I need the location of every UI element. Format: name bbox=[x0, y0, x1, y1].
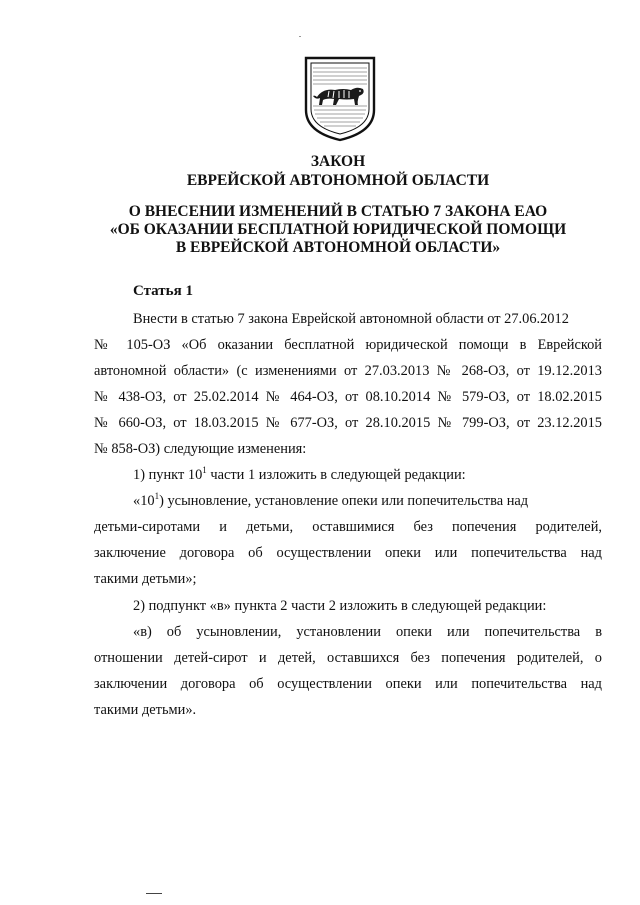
body-line: заключение договора об осуществлении опеки или попечительства над bbox=[94, 545, 602, 561]
law-title: ЗАКОН bbox=[310, 153, 366, 170]
coat-of-arms-tiger-icon bbox=[303, 52, 377, 142]
body-line: автономной области» (с изменениями от 27.03.2013 № 268-ОЗ, от 19.12.2013 bbox=[94, 363, 602, 379]
quoted-clause-line bbox=[133, 491, 602, 511]
body-line: Внести в статью 7 закона Еврейской автономной области от 27.06.2012 bbox=[133, 311, 569, 327]
body-line: заключении договора об осуществлении опеки или попечительства над bbox=[94, 676, 602, 692]
body-line: такими детьми»; bbox=[94, 571, 197, 587]
quoted-clause-line: «в) об усыновлении, установлении опеки или попечительства в bbox=[133, 624, 602, 640]
body-text: «10 bbox=[133, 493, 155, 509]
body-text: части 1 изложить в следующей редакции: bbox=[206, 467, 466, 483]
body-line: № 858-ОЗ) следующие изменения: bbox=[94, 441, 307, 457]
superscript: 1 bbox=[202, 465, 207, 475]
law-subject-line-1: О ВНЕСЕНИИ ИЗМЕНЕНИЙ В СТАТЬЮ 7 ЗАКОНА ЕАО bbox=[128, 203, 548, 220]
amendment-item-1 bbox=[133, 465, 602, 485]
body-line: № 438-ОЗ, от 25.02.2014 № 464-ОЗ, от 08.10.2014 № 579-ОЗ, от 18.02.2015 bbox=[94, 389, 602, 405]
body-line: № 105-ОЗ «Об оказании бесплатной юридической помощи в Еврейской bbox=[94, 337, 602, 353]
body-line: № 660-ОЗ, от 18.03.2015 № 677-ОЗ, от 28.10.2015 № 799-ОЗ, от 23.12.2015 bbox=[94, 415, 602, 431]
footer-mark bbox=[146, 893, 162, 894]
body-text: ) усыновление, установление опеки или попечительства над bbox=[159, 493, 529, 509]
law-region-title: ЕВРЕЙСКОЙ АВТОНОМНОЙ ОБЛАСТИ bbox=[186, 172, 490, 189]
scan-speck bbox=[299, 36, 301, 37]
body-line: отношении детей-сирот и детей, оставшихся без попечения родителей, о bbox=[94, 650, 602, 666]
law-subject-line-2: «ОБ ОКАЗАНИИ БЕСПЛАТНОЙ ЮРИДИЧЕСКОЙ ПОМОЩИ bbox=[109, 221, 567, 238]
article-title: Статья 1 bbox=[133, 283, 193, 299]
superscript: 1 bbox=[154, 491, 160, 501]
body-line: детьми-сиротами и детьми, оставшимися без попечения родителей, bbox=[94, 519, 602, 535]
body-text: 1) пункт 10 bbox=[133, 467, 203, 483]
amendment-item-2: 2) подпункт «в» пункта 2 части 2 изложить в следующей редакции: bbox=[133, 598, 547, 614]
law-subject-line-3: В ЕВРЕЙСКОЙ АВТОНОМНОЙ ОБЛАСТИ» bbox=[175, 239, 501, 256]
body-line: такими детьми». bbox=[94, 702, 197, 718]
